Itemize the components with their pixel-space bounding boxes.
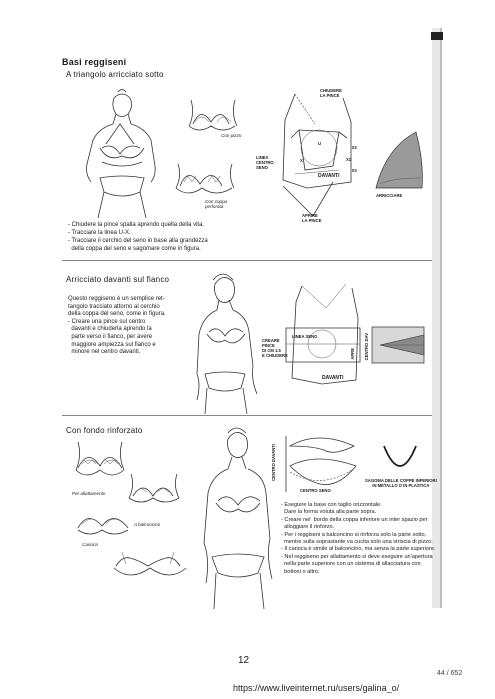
figure-woman-bikini-1 <box>70 88 170 218</box>
caption-balconcino: A balconcino <box>134 522 161 527</box>
divider-2 <box>62 415 432 416</box>
caption-con-coppa: Con coppa perforata <box>205 199 228 209</box>
cup-wedge-shaded <box>370 128 430 194</box>
label-chiudere-pince: CHIUDERE LA PINCE <box>320 88 342 98</box>
corner-mark <box>431 32 443 40</box>
figure-woman-bikini-3 <box>198 425 278 610</box>
underwire-shape <box>380 440 420 476</box>
binding-edge <box>440 28 442 608</box>
paragraph-sec3: - Eseguire la base con taglio orizzontale. Dare la forma voluta alla parte sopra. - Creare nel bordo della coppa inferiore un inter spazio per alloggiare il rinforzo. - Per i reggiseni a balconcino si rinforza solo la parte sotto, mentre sulla soprastante va cucita solo una striscia di pizzo. - Il carioca è simile al balconcino, ma senza la parte superiore. - Nel reggiseno per allattamento si deve eseguire un'apertura nella parte superiore con un sistema di allacciatura con bottoni o altro. <box>281 502 436 575</box>
label-centro-davanti: CENTRO DAVANTI <box>271 444 276 481</box>
bra-sketch-allattamento <box>70 440 130 486</box>
source-url[interactable]: https://www.liveinternet.ru/users/galina_o/ <box>233 683 400 693</box>
section-title: Basi reggiseni <box>62 57 127 67</box>
label-linea-centro-seno: LINEA CENTRO SENO <box>256 155 274 170</box>
label-apre: APRE <box>350 348 355 360</box>
bullet-1: - Chiudere la pince spalla aprendo quella della vita. <box>68 222 205 228</box>
label-centro-dav: CENTRO DAV <box>364 333 369 361</box>
point-x1: X1 <box>346 157 352 162</box>
bullet-2: - Tracciare la linea U-X. <box>68 230 131 236</box>
label-aprire-pince: APRIRE LA PINCE <box>302 213 322 223</box>
label-linea-seno: LINEA SENO <box>292 334 318 339</box>
caption-allattamento: Per allattamento <box>72 491 106 496</box>
label-sagoma: SAGOMA DELLE COPPE INFERIORI IN METALLO O IN PLASTICA <box>365 478 437 488</box>
figure-woman-bikini-2 <box>185 270 265 415</box>
subsection-title-arricciato: Arricciato davanti sul fianco <box>66 275 170 284</box>
bra-sketch-coppa <box>170 160 240 202</box>
page-number: 12 <box>238 655 250 666</box>
point-x: X <box>300 158 303 163</box>
bullet-3: - Tracciare il cerchio del seno in base alla grandezza della coppa del seno e sagomare come in figura. <box>68 238 208 252</box>
subsection-title-fondo: Con fondo rinforzato <box>66 426 143 435</box>
label-davanti-1: DAVANTI <box>318 173 340 179</box>
paragraph-sec2: Questo reggiseno è un semplice ret- tangolo tracciato attorno al cerchio della coppa del seno, come in figura. - Creare una pince sul centro davanti e chiuderla aprendo la parte verso il fianco, per avere maggiore ampiezza sul fianco e minore nel centro davanti. <box>68 296 166 356</box>
dart-rect-shaded <box>370 325 428 367</box>
bra-sketch-carioca <box>110 548 190 588</box>
bra-sketch-balconcino-2 <box>72 500 132 542</box>
page-counter: 44 / 652 <box>437 670 463 677</box>
caption-con-pizzo: Con pizzo <box>221 133 242 138</box>
label-centro-seno: CENTRO SENO <box>300 488 331 493</box>
point-03-top: 03 <box>352 145 357 150</box>
label-creare-pince: CREARE PINCE DI CM 1.5 E CHIUDERE <box>262 338 288 358</box>
label-arricciare: ARRICCIARE <box>376 193 403 198</box>
point-03-bottom: 03 <box>352 168 357 173</box>
point-u: U <box>318 141 322 146</box>
bra-sketch-pizzo <box>183 96 243 138</box>
divider-1 <box>62 260 432 261</box>
bra-sketch-balconcino-1 <box>125 470 183 510</box>
subsection-title-triangolo: A triangolo arricciato sotto <box>66 70 164 79</box>
caption-carioca: Carioca <box>82 542 98 547</box>
label-davanti-2: DAVANTI <box>322 375 344 381</box>
